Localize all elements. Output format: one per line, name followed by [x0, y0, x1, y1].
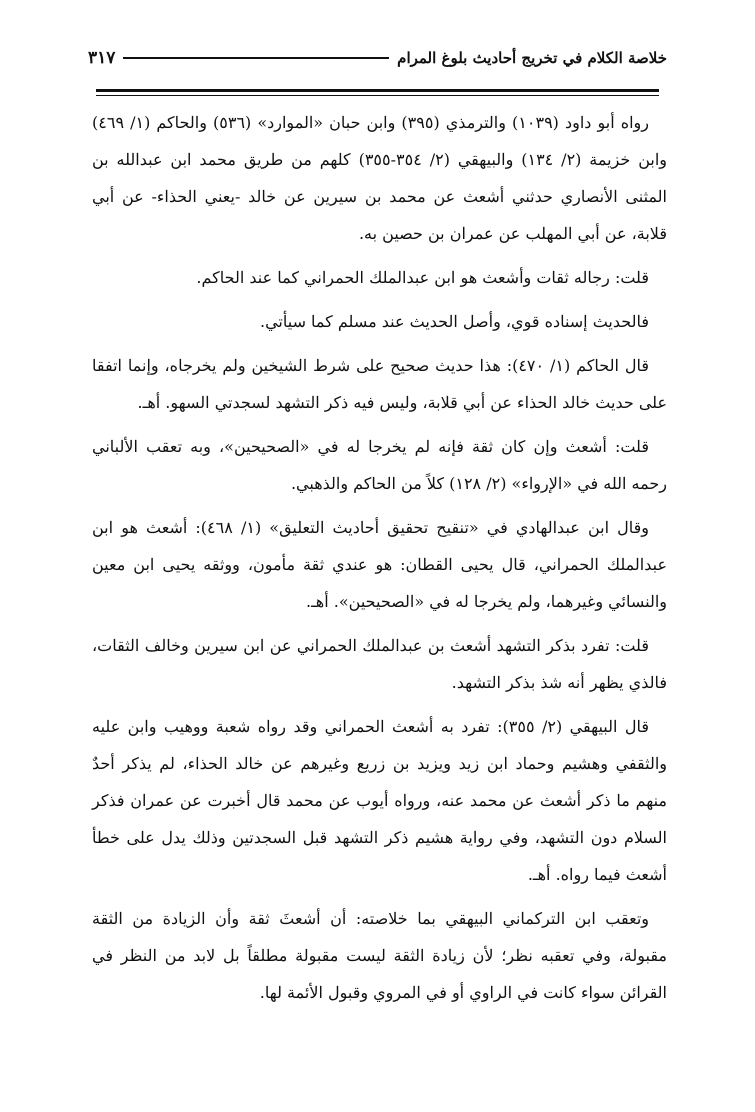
- paragraph-9: وتعقب ابن التركماني البيهقي بما خلاصته: أن أشعثَ ثقة وأن الزيادة من الثقة مقبولة، وفي تعقبه نظر؛ لأن زيادة الثقة ليست مقبولة مطلقاً بل لابد من النظر في القرائن سواء كانت في الراوي أو في المروي وقبول الأئمة لها.: [92, 909, 667, 1002]
- page-number: ٣١٧: [88, 48, 116, 68]
- paragraph-1: رواه أبو داود (١٠٣٩) والترمذي (٣٩٥) وابن حبان «الموارد» (٥٣٦) والحاكم (١/ ٤٦٩) وابن خزيمة (٢/ ١٣٤) والبيهقي (٢/ ٣٥٤-٣٥٥) كلهم من طريق محمد ابن عبدالله بن المثنى الأنصاري حدثني أشعث عن محمد بن سيرين عن خالد -يعني الحذاء- عن أبي قلابة، عن أبي المهلب عن عمران بن حصين به.: [92, 113, 668, 243]
- header-rule-thin: [96, 95, 659, 96]
- paragraph-7: قلت: تفرد بذكر التشهد أشعث بن عبدالملك الحمراني عن ابن سيرين وخالف الثقات، فالذي يظهر أنه شذ بذكر التشهد.: [92, 636, 667, 692]
- paragraph-4: قال الحاكم (١/ ٤٧٠): هذا حديث صحيح على شرط الشيخين ولم يخرجاه، وإنما اتفقا على حديث خالد الحذاء عن أبي قلابة، وليس فيه ذكر التشهد لسجدتي السهو. أهـ.: [92, 356, 667, 412]
- paragraph-6: وقال ابن عبدالهادي في «تنقيح تحقيق أحاديث التعليق» (١/ ٤٦٨): أشعث هو ابن عبدالملك الحمراني، قال يحيى القطان: هو عندي ثقة مأمون، ووثقه يحيى ابن معين والنسائي وغيرهما، ولم يخرجا له في «الصحيحين». أهـ.: [92, 518, 667, 611]
- paragraph-3: فالحديث إسناده قوي، وأصل الحديث عند مسلم كما سيأتي.: [259, 312, 649, 331]
- running-header-title: خلاصة الكلام في تخريج أحاديث بلوغ المرام: [397, 49, 667, 67]
- body-text: [92, 104, 667, 1018]
- paragraph-8: قال البيهقي (٢/ ٣٥٥): تفرد به أشعث الحمراني وقد رواه شعبة ووهيب وابن عليه والثقفي وهشيم وحماد ابن زيد ويزيد بن زريع وغيرهم عن خالد الحذاء، لم يذكر أحدٌ منهم ما ذكر أشعث عن محمد عنه، ورواه أيوب عن محمد قال أخبرت عن عمران فذكر السلام دون التشهد، وفي رواية هشيم ذكر التشهد قبل السجدتين وذلك يدل على خطأ أشعث فيما رواه. أهـ.: [92, 717, 667, 884]
- paragraph-2: قلت: رجاله ثقات وأشعث هو ابن عبدالملك الحمراني كما عند الحاكم.: [196, 268, 649, 287]
- paragraph-5: قلت: أشعث وإن كان ثقة فإنه لم يخرجا له في «الصحيحين»، وبه تعقب الألباني رحمه الله في «الإرواء» (٢/ ١٢٨) كلاً من الحاكم والذهبي.: [92, 437, 667, 493]
- running-header: [88, 38, 667, 78]
- header-divider-line: [123, 57, 389, 59]
- header-rule-thick: [96, 89, 659, 92]
